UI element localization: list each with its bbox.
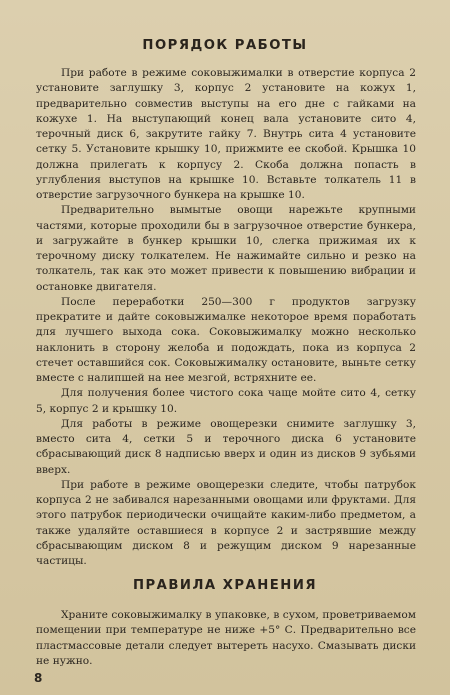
section-storage-body <box>36 608 416 669</box>
paragraph: Храните соковыжималку в упаковке, в сухом, проветриваемом помещении при температуре не ниже +5° С. Предварительно все пластмассовые детали следует вытереть насухо. Смазывать диски не нужно. <box>36 609 416 667</box>
section-title-storage: ПРАВИЛА ХРАНЕНИЯ <box>132 578 318 593</box>
paragraph: При работе в режиме овощерезки следите, чтобы патрубок корпуса 2 не забивался нарезанными овощами или фруктами. Для этого патрубок периодически очищайте каким-либо предметом, а также удаляйте оставшиеся в корпусе 2 и застрявшие между сбрасывающим диском 8 и режущим диском 9 нарезанные частицы. <box>36 478 416 567</box>
paragraph: Для работы в режиме овощерезки снимите заглушку 3, вместо сита 4, сетки 5 и терочного диска 6 установите сбрасывающий диск 8 надписью вверх и один из дисков 9 зубьями вверх. <box>36 417 416 476</box>
paragraph: Для получения более чистого сока чаще мойте сито 4, сетку 5, корпус 2 и крышку 10. <box>36 387 416 415</box>
page-number: 8 <box>34 671 43 685</box>
paragraph: При работе в режиме соковыжималки в отверстие корпуса 2 установите заглушку 3, корпус 2 установите на кожух 1, предварительно совместив выступы на его дне с гайками на кожухе 1. На выступающий конец вала установите сито 4, терочный диск 6, закрутите гайку 7. Внутрь сита 4 установите сетку 5. Установите крышку 10, прижмите ее скобой. Крышка 10 должна прилегать к корпусу 2. Скоба должна попасть в углубления выступов на крышке 10. Вставьте толкатель 11 в отверстие загрузочного бункера на крышке 10. <box>36 67 416 201</box>
section-operation-body <box>36 66 416 569</box>
section-title-operation: ПОРЯДОК РАБОТЫ <box>142 38 308 53</box>
paragraph: Предварительно вымытые овощи нарежьте крупными частями, которые проходили бы в загрузочное отверстие бункера, и загружайте в бункер крышки 10, слегка прижимая их к терочному диску толкателем. Не нажимайте сильно и резко на толкатель, так как это может привести к повышению вибрации и остановке двигателя. <box>36 204 416 293</box>
paragraph: После переработки 250—300 г продуктов загрузку прекратите и дайте соковыжималке некоторое время поработать для лучшего выхода сока. Соковыжималку можно несколько наклонить в сторону желоба и подождать, пока из корпуса 2 стечет оставшийся сок. Соковыжималку остановите, выньте сетку вместе с налипшей на нее мезгой, встряхните ее. <box>36 295 416 384</box>
